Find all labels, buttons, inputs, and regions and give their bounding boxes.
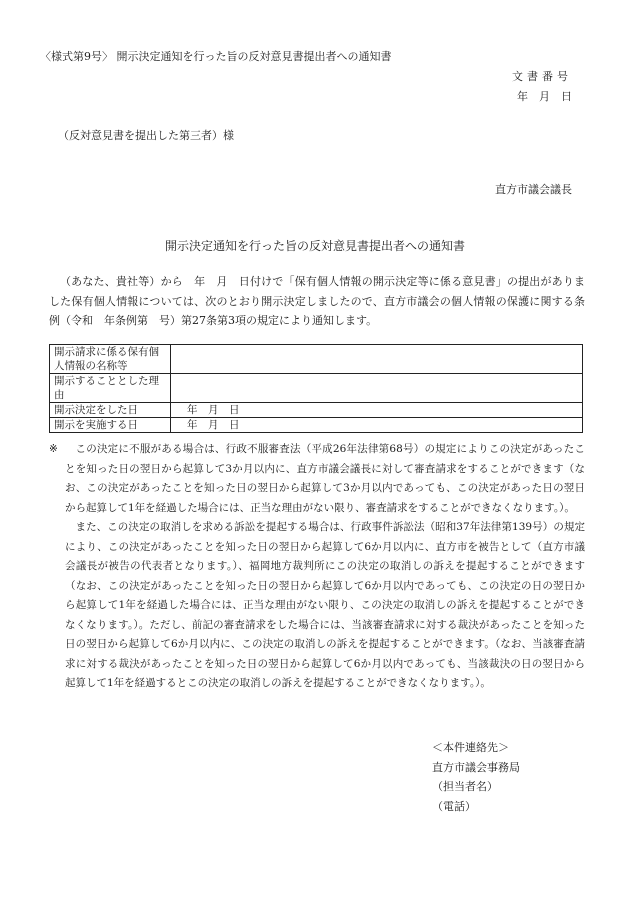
document-date: 年 月 日 <box>517 90 572 103</box>
contact-block <box>432 738 520 816</box>
row-value-reason <box>171 374 583 403</box>
contact-office: 直方市議会事務局 <box>432 760 520 774</box>
addressee: （反対意見書を提出した第三者）様 <box>58 129 234 142</box>
note-appeal: この決定に不服がある場合は、行政不服審査法（平成26年法律第68号）の規定によりこの決定があったことを知った日の翌日から起算して3か月以内に、直方市議会議長に対して審査請求をすることができます（なお、この決定があったことを知った日の翌日から起算して3か月以内であっても、この決定があった日の翌日から起算して1年を経過した場合には、正当な理由がない限り、審査請求をすることができなくなります。）。 <box>65 443 585 514</box>
disclosure-info-table <box>49 344 583 433</box>
table-row <box>50 374 583 403</box>
sender: 直方市議会議長 <box>495 183 572 196</box>
form-number-heading: 〈様式第9号〉 開示決定通知を行った旨の反対意見書提出者への通知書 <box>40 50 392 63</box>
row-label-implementation-date: 開示を実施する日 <box>50 418 171 433</box>
decision-date-value: 年 月 日 <box>187 404 240 416</box>
document-number: 文書番号 <box>512 70 572 83</box>
row-label-decision-date: 開示決定をした日 <box>50 403 171 418</box>
note-lawsuit: また、この決定の取消しを求める訴訟を提起する場合は、行政事件訴訟法（昭和37年法律第139号）の規定により、この決定があったことを知った日の翌日から起算して6か月以内に、直方市を被告として（直方市議会議長が被告の代表者となります。）、福岡地方裁判所にこの決定の取消しの訴えを提起することができます（なお、この決定があったことを知った日の翌日から起算して6か月以内であっても、この決定の日の翌日から起算して1年を経過した場合には、正当な理由がない限り、この決定の取消しの訴えを提起することができなくなります。）。ただし、前記の審査請求をした場合には、当該審査請求に対する裁決があったことを知った日の翌日から起算して6か月以内に、この決定の取消しの訴えを提起することができます。（なお、当該審査請求に対する裁決があったことを知った日の翌日から起算して6か月以内であっても、当該裁決の日の翌日から起算して1年を経過するとこの決定の取消しの訴えを提起することができなくなります。）。 <box>65 521 585 689</box>
body-text: （あなた、貴社等）から 年 月 日付けで「保有個人情報の開示決定等に係る意見書」の提出がありました保有個人情報については、次のとおり開示決定しましたので、直方市議会の個人情報の保護に関する条例（令和 年条例第 号）第27条第3項の規定により通知します。 <box>49 275 585 327</box>
row-label-info-name: 開示請求に係る保有個人情報の名称等 <box>50 345 171 374</box>
notes-section <box>49 440 585 694</box>
note-mark: ※ <box>49 443 58 455</box>
contact-person: （担当者名） <box>432 780 498 793</box>
table-row <box>50 345 583 374</box>
row-value-info-name <box>171 345 583 374</box>
contact-phone: （電話） <box>432 799 476 813</box>
document-title: 開示決定通知を行った旨の反対意見書提出者への通知書 <box>164 239 465 253</box>
row-value-implementation-date <box>171 418 583 433</box>
row-label-reason: 開示することとした理由 <box>50 374 171 403</box>
body-paragraph <box>49 272 585 331</box>
implementation-date-value: 年 月 日 <box>187 419 240 431</box>
table-row <box>50 403 583 418</box>
table-row <box>50 418 583 433</box>
row-value-decision-date <box>171 403 583 418</box>
contact-heading: ＜本件連絡先＞ <box>432 741 509 754</box>
